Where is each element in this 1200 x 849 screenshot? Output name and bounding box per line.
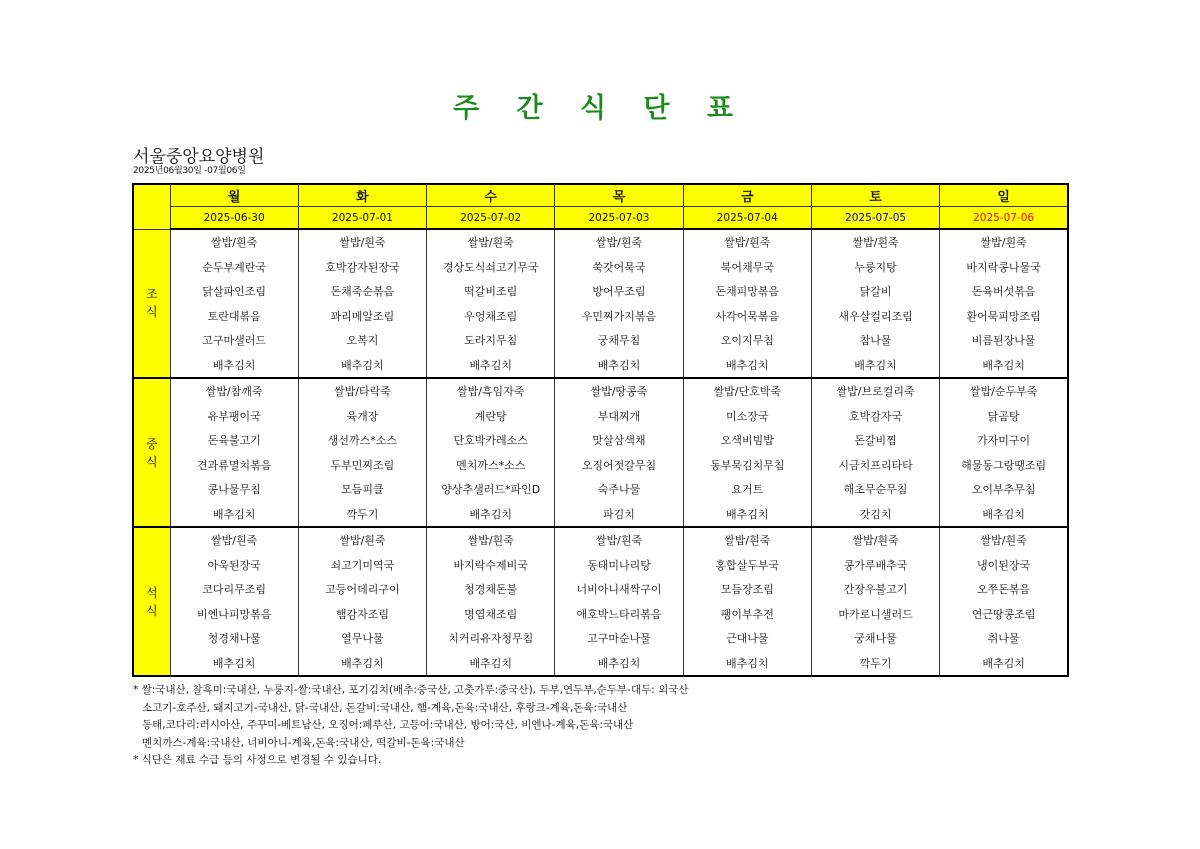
menu-row — [133, 428, 1068, 453]
menu-item: 깍두기 — [811, 651, 939, 677]
menu-item: 북어채무국 — [683, 255, 811, 280]
menu-item: 경상도식쇠고기무국 — [427, 255, 555, 280]
menu-item: 참나물 — [811, 328, 939, 353]
menu-item: 오쭈돈볶음 — [940, 577, 1068, 602]
menu-item: 호박감자된장국 — [298, 255, 426, 280]
menu-item: 배추김치 — [170, 651, 298, 677]
day-label: 목 — [555, 184, 683, 207]
corner-cell — [133, 184, 170, 229]
menu-row — [133, 502, 1068, 528]
note-line: 동태,코다리:러시아산, 주꾸미-베트남산, 오징어:페루산, 고등어:국내산, 방어:국산, 비엔나-계육,돈육:국내산 — [142, 719, 634, 732]
menu-item: 닭곰탕 — [940, 404, 1068, 429]
menu-item: 배추김치 — [940, 651, 1068, 677]
menu-item: 돈육불고기 — [170, 428, 298, 453]
note-line: 소고기-호주산, 돼지고기-국내산, 닭-국내산, 돈갈비:국내산, 햄-계육,돈육:국내산, 후랑크-계육,돈육:국내산 — [142, 701, 628, 714]
date-range: 2025년06월30일 -07월06일 — [133, 166, 246, 176]
menu-item: 깍두기 — [298, 502, 426, 528]
menu-item: 쌀밥/흰죽 — [940, 527, 1068, 553]
menu-item: 생선까스*소스 — [298, 428, 426, 453]
menu-row — [133, 304, 1068, 329]
menu-item: 간장우불고기 — [811, 577, 939, 602]
menu-item: 배추김치 — [683, 353, 811, 379]
page-title: 주 간 식 단 표 — [452, 93, 747, 124]
menu-item: 배추김치 — [170, 353, 298, 379]
menu-item: 쌀밥/흰죽 — [427, 527, 555, 553]
menu-item: 쌀밥/흰죽 — [811, 527, 939, 553]
menu-item: 배추김치 — [940, 502, 1068, 528]
menu-row — [133, 255, 1068, 280]
menu-item: 견과류멸치볶음 — [170, 453, 298, 478]
day-label: 화 — [298, 184, 426, 207]
note-line: 멘치까스-계육:국내산, 너비아니-계육,돈육:국내산, 떡갈비-돈육:국내산 — [142, 736, 465, 749]
menu-item: 바지락콩나물국 — [940, 255, 1068, 280]
menu-item: 오이부추무침 — [940, 477, 1068, 502]
menu-row — [133, 328, 1068, 353]
menu-item: 명엽채조림 — [427, 602, 555, 627]
day-label: 일 — [940, 184, 1068, 207]
menu-item: 콩가루배추국 — [811, 553, 939, 578]
date-label: 2025-07-02 — [427, 207, 555, 230]
date-label: 2025-06-30 — [170, 207, 298, 230]
menu-item: 햄감자조림 — [298, 602, 426, 627]
menu-item: 꽈리메알조림 — [298, 304, 426, 329]
menu-item: 쌀밥/흰죽 — [170, 229, 298, 255]
menu-item: 단호박카레소스 — [427, 428, 555, 453]
menu-item: 배추김치 — [683, 502, 811, 528]
menu-item: 사각어묵볶음 — [683, 304, 811, 329]
menu-row — [133, 453, 1068, 478]
menu-item: 열무나물 — [298, 626, 426, 651]
menu-item: 비름된장나물 — [940, 328, 1068, 353]
menu-item: 미소장국 — [683, 404, 811, 429]
menu-item: 배추김치 — [555, 651, 683, 677]
menu-item: 시금치프리타타 — [811, 453, 939, 478]
menu-item: 해초무순무침 — [811, 477, 939, 502]
menu-item: 우엉채조림 — [427, 304, 555, 329]
menu-row — [133, 553, 1068, 578]
menu-row — [133, 404, 1068, 429]
menu-item: 돈갈비찜 — [811, 428, 939, 453]
menu-item: 너비아니새싹구이 — [555, 577, 683, 602]
day-label: 월 — [170, 184, 298, 207]
menu-item: 고등어데리구이 — [298, 577, 426, 602]
menu-item: 쑥갓어묵국 — [555, 255, 683, 280]
menu-item: 쌀밥/흰죽 — [811, 229, 939, 255]
menu-row — [133, 527, 1068, 553]
note-line: * 쌀:국내산, 찰흑미:국내산, 누룽지-쌀:국내산, 포기김치(배추:중국산, 고춧가루:중국산), 두부,연두부,순두부-대두: 외국산 — [133, 684, 689, 696]
footnotes — [133, 682, 689, 770]
menu-item: 파김치 — [555, 502, 683, 528]
menu-item: 쌀밥/타락죽 — [298, 378, 426, 404]
menu-item: 배추김치 — [683, 651, 811, 677]
hospital-name: 서울중앙요양병원 — [133, 147, 265, 167]
date-label: 2025-07-05 — [811, 207, 939, 230]
menu-row — [133, 378, 1068, 404]
menu-item: 근대나물 — [683, 626, 811, 651]
menu-item: 동부묵김치무침 — [683, 453, 811, 478]
menu-item: 배추김치 — [170, 502, 298, 528]
menu-item: 부대찌개 — [555, 404, 683, 429]
menu-item: 우민찌가지볶음 — [555, 304, 683, 329]
menu-item: 멘치까스*소스 — [427, 453, 555, 478]
menu-item: 배추김치 — [427, 502, 555, 528]
menu-item: 바지락수제비국 — [427, 553, 555, 578]
menu-item: 청경채돈불 — [427, 577, 555, 602]
menu-item: 유부팽이국 — [170, 404, 298, 429]
menu-item: 호박감자국 — [811, 404, 939, 429]
menu-item: 쌀밥/흰죽 — [683, 527, 811, 553]
menu-item: 쌀밥/흰죽 — [683, 229, 811, 255]
menu-row — [133, 477, 1068, 502]
menu-item: 배추김치 — [298, 651, 426, 677]
menu-item: 해물동그랑땡조림 — [940, 453, 1068, 478]
menu-item: 팽이부추전 — [683, 602, 811, 627]
menu-item: 오징어젓갈무침 — [555, 453, 683, 478]
menu-item: 배추김치 — [427, 651, 555, 677]
weekly-menu-table — [132, 183, 1069, 677]
menu-row — [133, 602, 1068, 627]
menu-item: 코다리무조림 — [170, 577, 298, 602]
date-label: 2025-07-01 — [298, 207, 426, 230]
menu-item: 쌀밥/흰죽 — [427, 229, 555, 255]
menu-item: 배추김치 — [811, 353, 939, 379]
menu-item: 오색비빔밥 — [683, 428, 811, 453]
menu-item: 애호박느타리볶음 — [555, 602, 683, 627]
menu-item: 쌀밥/흰죽 — [940, 229, 1068, 255]
menu-item: 궁채무침 — [555, 328, 683, 353]
menu-item: 아욱된장국 — [170, 553, 298, 578]
menu-item: 쌀밥/흰죽 — [170, 527, 298, 553]
menu-item: 도라지무침 — [427, 328, 555, 353]
menu-item: 쌀밥/흰죽 — [555, 229, 683, 255]
menu-item: 요거트 — [683, 477, 811, 502]
menu-row — [133, 229, 1068, 255]
menu-item: 쌀밥/흑임자죽 — [427, 378, 555, 404]
menu-item: 토란대볶음 — [170, 304, 298, 329]
menu-item: 순두부계란국 — [170, 255, 298, 280]
menu-item: 닭갈비 — [811, 279, 939, 304]
day-label: 금 — [683, 184, 811, 207]
menu-item: 계란탕 — [427, 404, 555, 429]
menu-item: 취나물 — [940, 626, 1068, 651]
menu-row — [133, 626, 1068, 651]
menu-item: 청경채나물 — [170, 626, 298, 651]
menu-item: 숙주나물 — [555, 477, 683, 502]
menu-item: 고구마샐러드 — [170, 328, 298, 353]
menu-row — [133, 353, 1068, 379]
menu-item: 비엔나피망볶음 — [170, 602, 298, 627]
menu-item: 마카로니샐러드 — [811, 602, 939, 627]
menu-item: 쌀밥/단호박죽 — [683, 378, 811, 404]
date-label: 2025-07-04 — [683, 207, 811, 230]
menu-item: 환어묵피망조림 — [940, 304, 1068, 329]
menu-item: 배추김치 — [555, 353, 683, 379]
menu-item: 배추김치 — [298, 353, 426, 379]
menu-item: 오이지무침 — [683, 328, 811, 353]
date-label: 2025-07-06 — [940, 207, 1068, 230]
menu-item: 쌀밥/흰죽 — [555, 527, 683, 553]
menu-item: 고구마순나물 — [555, 626, 683, 651]
menu-item: 닭살파인조림 — [170, 279, 298, 304]
menu-row — [133, 577, 1068, 602]
menu-item: 가자미구이 — [940, 428, 1068, 453]
day-label: 토 — [811, 184, 939, 207]
menu-item: 오복지 — [298, 328, 426, 353]
menu-item: 두부민찌조림 — [298, 453, 426, 478]
menu-item: 쌀밥/브로컬리죽 — [811, 378, 939, 404]
menu-item: 홍합살두부국 — [683, 553, 811, 578]
menu-item: 동태미나리탕 — [555, 553, 683, 578]
date-label: 2025-07-03 — [555, 207, 683, 230]
menu-item: 콩나물무침 — [170, 477, 298, 502]
menu-item: 궁채나물 — [811, 626, 939, 651]
meal-label: 중 식 — [133, 378, 170, 527]
menu-item: 쌀밥/흰죽 — [298, 229, 426, 255]
menu-item: 쌀밥/순두부죽 — [940, 378, 1068, 404]
date-header-row — [133, 207, 1068, 230]
menu-row — [133, 279, 1068, 304]
menu-item: 모듬장조림 — [683, 577, 811, 602]
menu-item: 누룽지탕 — [811, 255, 939, 280]
menu-item: 갓김치 — [811, 502, 939, 528]
menu-item: 배추김치 — [427, 353, 555, 379]
menu-item: 냉이된장국 — [940, 553, 1068, 578]
menu-item: 돈채피망볶음 — [683, 279, 811, 304]
menu-row — [133, 651, 1068, 677]
menu-item: 떡갈비조림 — [427, 279, 555, 304]
note-line: * 식단은 재료 수급 등의 사정으로 변경될 수 있습니다. — [133, 754, 382, 767]
menu-item: 치커리유자청무침 — [427, 626, 555, 651]
meal-label: 석 식 — [133, 527, 170, 676]
menu-item: 육개장 — [298, 404, 426, 429]
menu-item: 쌀밥/참깨죽 — [170, 378, 298, 404]
menu-item: 배추김치 — [940, 353, 1068, 379]
menu-item: 쌀밥/땅콩죽 — [555, 378, 683, 404]
menu-item: 연근땅콩조림 — [940, 602, 1068, 627]
menu-item: 쌀밥/흰죽 — [298, 527, 426, 553]
menu-item: 방어무조림 — [555, 279, 683, 304]
menu-item: 양상추샐러드*파인D — [427, 477, 555, 502]
menu-item: 쇠고기미역국 — [298, 553, 426, 578]
menu-item: 돈채죽순볶음 — [298, 279, 426, 304]
menu-item: 맛살삼색채 — [555, 428, 683, 453]
menu-item: 새우살컬리조림 — [811, 304, 939, 329]
menu-item: 모듬피클 — [298, 477, 426, 502]
day-label: 수 — [427, 184, 555, 207]
meal-label: 조 식 — [133, 229, 170, 378]
menu-item: 돈육버섯볶음 — [940, 279, 1068, 304]
day-header-row — [133, 184, 1068, 207]
